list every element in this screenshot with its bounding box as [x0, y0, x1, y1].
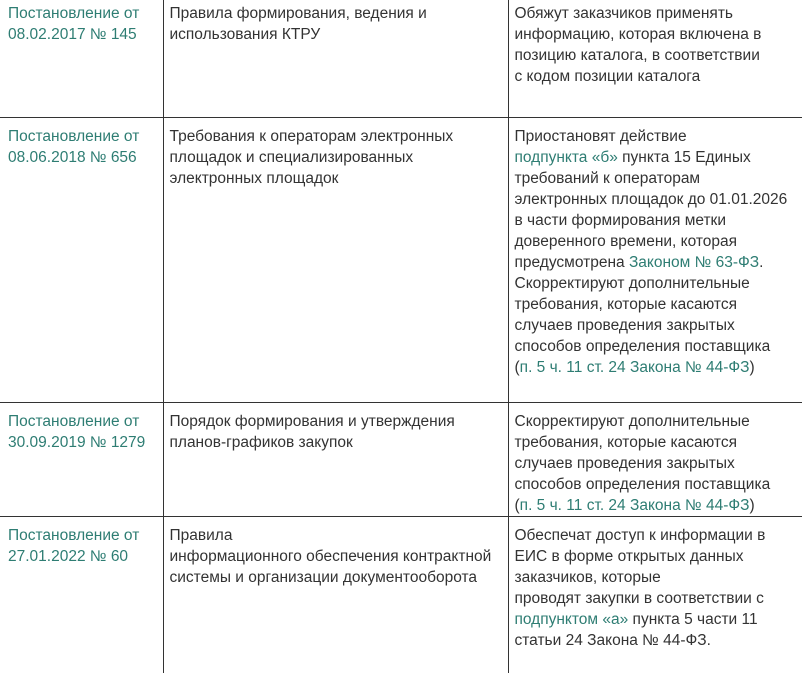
changes-line: способов определения поставщика [515, 474, 799, 495]
document-cell [0, 517, 163, 673]
table-row [0, 0, 802, 118]
table-row [0, 517, 802, 673]
changes-line: статьи 24 Закона № 44-ФЗ. [515, 630, 799, 651]
changes-line: ЕИС в форме открытых данных [515, 546, 799, 567]
subject-line: системы и организации документооборота [170, 567, 504, 588]
document-line: Постановление от [8, 411, 159, 432]
document-line: Постановление от [8, 525, 159, 546]
changes-line: способов определения поставщика [515, 336, 799, 357]
subject-line: использования КТРУ [170, 24, 504, 45]
subject-cell [163, 0, 508, 118]
law-link[interactable]: Законом № 63-ФЗ [629, 254, 759, 271]
changes-line: Обяжут заказчиков применять [515, 3, 799, 24]
changes-line: с кодом позиции каталога [515, 66, 799, 87]
law-link[interactable]: подпункта «б» [515, 149, 618, 166]
subject-line: информационного обеспечения контрактной [170, 546, 504, 567]
changes-line: требований к операторам [515, 168, 799, 189]
changes-line: Скорректируют дополнительные [515, 273, 799, 294]
subject-cell [163, 403, 508, 517]
document-cell [0, 403, 163, 517]
subject-line: Правила формирования, ведения и [170, 3, 504, 24]
changes-line: Приостановят действие [515, 126, 799, 147]
changes-line: предусмотрена Законом № 63-ФЗ. [515, 252, 799, 273]
document-line: 08.06.2018 № 656 [8, 147, 159, 168]
changes-line: позицию каталога, в соответствии [515, 45, 799, 66]
changes-line: случаев проведения закрытых [515, 315, 799, 336]
subject-line: Порядок формирования и утверждения [170, 411, 504, 432]
changes-line: Обеспечат доступ к информации в [515, 525, 799, 546]
changes-line: информацию, которая включена в [515, 24, 799, 45]
subject-cell [163, 517, 508, 673]
document-line: Постановление от [8, 126, 159, 147]
table-row [0, 403, 802, 517]
table-row [0, 118, 802, 403]
changes-line: Скорректируют дополнительные [515, 411, 799, 432]
document-cell [0, 118, 163, 403]
document-line: 30.09.2019 № 1279 [8, 432, 159, 453]
subject-line: Требования к операторам электронных [170, 126, 504, 147]
changes-line: требования, которые касаются [515, 432, 799, 453]
changes-line: заказчиков, которые [515, 567, 799, 588]
changes-cell [508, 118, 802, 403]
changes-line: доверенного времени, которая [515, 231, 799, 252]
document-line: Постановление от [8, 3, 159, 24]
subject-cell [163, 118, 508, 403]
changes-line: электронных площадок до 01.01.2026 [515, 189, 799, 210]
changes-line: подпункта «б» пункта 15 Единых [515, 147, 799, 168]
subject-line: электронных площадок [170, 168, 504, 189]
subject-line: планов-графиков закупок [170, 432, 504, 453]
subject-line: Правила [170, 525, 504, 546]
changes-line: подпунктом «а» пункта 5 части 11 [515, 609, 799, 630]
changes-line: в части формирования метки [515, 210, 799, 231]
law-link[interactable]: п. 5 ч. 11 ст. 24 Закона № 44-ФЗ [520, 497, 750, 514]
changes-cell [508, 517, 802, 673]
law-link[interactable]: п. 5 ч. 11 ст. 24 Закона № 44-ФЗ [520, 359, 750, 376]
document-line: 08.02.2017 № 145 [8, 24, 159, 45]
changes-cell [508, 403, 802, 517]
changes-line: (п. 5 ч. 11 ст. 24 Закона № 44-ФЗ) [515, 495, 799, 516]
changes-line: случаев проведения закрытых [515, 453, 799, 474]
changes-line: проводят закупки в соответствии с [515, 588, 799, 609]
changes-line: (п. 5 ч. 11 ст. 24 Закона № 44-ФЗ) [515, 357, 799, 378]
document-line: 27.01.2022 № 60 [8, 546, 159, 567]
law-link[interactable]: подпунктом «а» [515, 611, 629, 628]
subject-line: площадок и специализированных [170, 147, 504, 168]
changes-line: требования, которые касаются [515, 294, 799, 315]
changes-cell [508, 0, 802, 118]
document-cell [0, 0, 163, 118]
